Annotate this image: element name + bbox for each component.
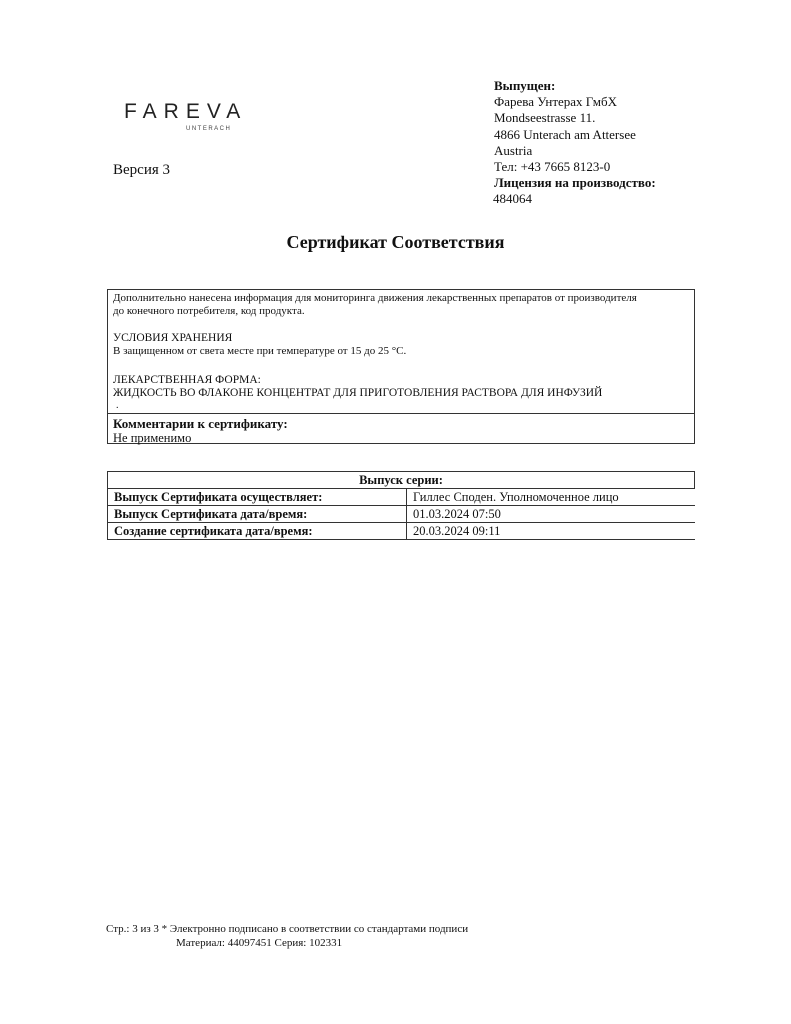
- issuer-line: Mondseestrasse 11.: [494, 110, 596, 126]
- issuer-block: [494, 78, 656, 208]
- table-row: [108, 489, 695, 506]
- row-value: Гиллес Споден. Уполномоченное лицо: [407, 489, 695, 506]
- issuer-line: Тел: +43 7665 8123-0: [494, 159, 611, 175]
- row-label: Выпуск Сертификата дата/время:: [108, 506, 407, 523]
- info-line: Дополнительно нанесена информация для мониторинга движения лекарственных препаратов от производителя: [113, 292, 637, 304]
- page-title: Сертификат Соответствия: [286, 232, 505, 252]
- page-footer: [106, 922, 468, 950]
- table-row: [108, 506, 695, 523]
- info-line: до конечного потребителя, код продукта.: [113, 305, 305, 317]
- batch-release-table: [107, 471, 695, 540]
- form-text: ЖИДКОСТЬ ВО ФЛАКОНЕ КОНЦЕНТРАТ ДЛЯ ПРИГОТОВЛЕНИЯ РАСТВОРА ДЛЯ ИНФУЗИЙ: [113, 387, 603, 399]
- footer-line: Материал: 44097451 Серия: 102331: [176, 937, 343, 949]
- issuer-line: 4866 Unterach am Attersee: [494, 126, 636, 142]
- company-logo-subtitle: UNTERACH: [186, 126, 232, 132]
- issuer-line: Фарева Унтерах ГмбХ: [494, 94, 618, 110]
- footer-line: Стр.: 3 из 3 * Электронно подписано в соответствии со стандартами подписи: [106, 923, 469, 935]
- row-label: Выпуск Сертификата осуществляет:: [108, 489, 407, 506]
- comments-text: Не применимо: [113, 431, 192, 445]
- storage-text: В защищенном от света месте при температуре от 15 до 25 °C.: [113, 345, 407, 357]
- license-number: 484064: [493, 191, 532, 207]
- storage-section: [113, 332, 406, 358]
- company-logo: FAREVA: [124, 100, 248, 123]
- row-value: 20.03.2024 09:11: [407, 523, 695, 540]
- table-row: [108, 523, 695, 540]
- storage-heading: УСЛОВИЯ ХРАНЕНИЯ: [113, 332, 233, 344]
- divider: [108, 413, 694, 414]
- form-heading: ЛЕКАРСТВЕННАЯ ФОРМА:: [113, 374, 261, 386]
- dot-mark: .: [116, 400, 119, 411]
- row-label: Создание сертификата дата/время:: [108, 523, 407, 540]
- form-section: [113, 374, 602, 400]
- license-label: Лицензия на производство:: [494, 175, 656, 191]
- comments-heading: Комментарии к сертификату:: [113, 416, 288, 431]
- row-value: 01.03.2024 07:50: [407, 506, 695, 523]
- issuer-heading: Выпущен:: [494, 78, 556, 93]
- batch-heading: Выпуск серии:: [108, 472, 695, 489]
- issuer-line: Austria: [494, 142, 533, 158]
- info-paragraph: [113, 292, 637, 318]
- document-version: Версия 3: [113, 162, 170, 178]
